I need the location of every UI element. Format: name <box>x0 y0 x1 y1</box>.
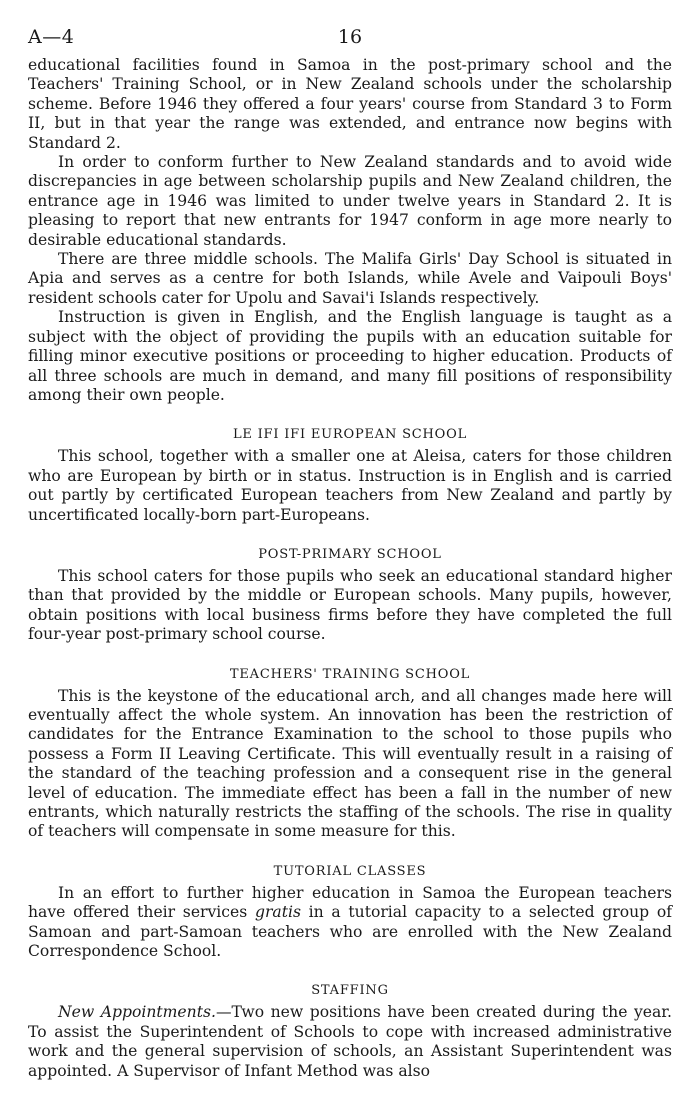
tutorial-text-before: In an effort to further higher education in Samoa the European teachers have offered their services <box>28 883 672 922</box>
tutorial-text-after: in a tutorial capacity to a selected group of Samoan and part-Samoan teachers who are enrolled with the New Zealand Correspondence School. <box>28 903 672 961</box>
heading-post-primary: POST-PRIMARY SCHOOL <box>258 546 442 562</box>
heading-teachers-training: TEACHERS' TRAINING SCHOOL <box>229 666 471 682</box>
staffing-text: —Two new positions have been created during the year. To assist the Superintendent of Schools to cope with increased administrative work and the general supervision of schools, an Assistant Superintendent was appointed. A Supervisor of Infant Method was also <box>28 1003 673 1080</box>
tutorial-italic-gratis: gratis <box>254 903 301 922</box>
staffing-lead-new-appointments: New Appointments. <box>58 1003 216 1022</box>
page-number: 16 <box>337 26 363 48</box>
paragraph-post-primary: This school caters for those pupils who seek an educational standard higher than that provided by the middle or European schools. Many pupils, however, obtain positions with local business firms before they have completed the full four-year post-primary school course. <box>28 566 672 644</box>
paragraph-tutorial-classes <box>28 884 672 962</box>
page-header <box>28 26 672 56</box>
paragraph-teachers-training: This is the keystone of the educational arch, and all changes made here will eventually affect the whole system. An innovation has been the restriction of candidates for the Entrance Examination to the school to those pupils who possess a Form II Leaving Certificate. This will eventually result in a raising of the standard of the teaching profession and a consequent rise in the general level of education. The immediate effect has been a fall in the number of new entrants, which naturally restricts the staffing of the schools. The rise in quality of teachers will compensate in some measure for this. <box>28 686 672 841</box>
heading-le-ifi-ifi: LE IFI IFI EUROPEAN SCHOOL <box>232 427 468 443</box>
paragraph-middle-schools: There are three middle schools. The Malifa Girls' Day School is situated in Apia and serves as a centre for both Islands, while Avele and Vaipouli Boys' resident schools cater for Upolu and Savai'i Islands respectively. <box>28 250 672 307</box>
document-reference: A—4 <box>28 26 75 48</box>
paragraph-instruction: Instruction is given in English, and the English language is taught as a subject with the object of providing the pupils with an education suitable for filling minor executive positions or proceeding to higher education. Products of all three schools are much in demand, and many fill positions of responsibility among their own people. <box>28 308 672 404</box>
heading-staffing: STAFFING <box>311 983 389 999</box>
paragraph-entrance-age: In order to conform further to New Zealand standards and to avoid wide discrepancies in age between scholarship pupils and New Zealand children, the entrance age in 1946 was limited to under twelve years in Standard 2. It is pleasing to report that new entrants for 1947 conform in age more nearly to desirable educational standards. <box>28 153 672 249</box>
paragraph-staffing <box>28 1003 672 1081</box>
heading-tutorial-classes: TUTORIAL CLASSES <box>273 863 427 879</box>
paragraph-continued: educational facilities found in Samoa in the post-primary school and the Teachers' Training School, or in New Zealand schools under the scholarship scheme. Before 1946 they offered a four years' course from Standard 3 to Form II, but in that year the range was extended, and entrance now begins with Standard 2. <box>28 56 672 152</box>
paragraph-le-ifi-ifi: This school, together with a smaller one at Aleisa, caters for those children who are European by birth or in status. Instruction is in English and is carried out partly by certificated European teachers from New Zealand and partly by uncertificated locally-born part-Europeans. <box>28 447 672 524</box>
